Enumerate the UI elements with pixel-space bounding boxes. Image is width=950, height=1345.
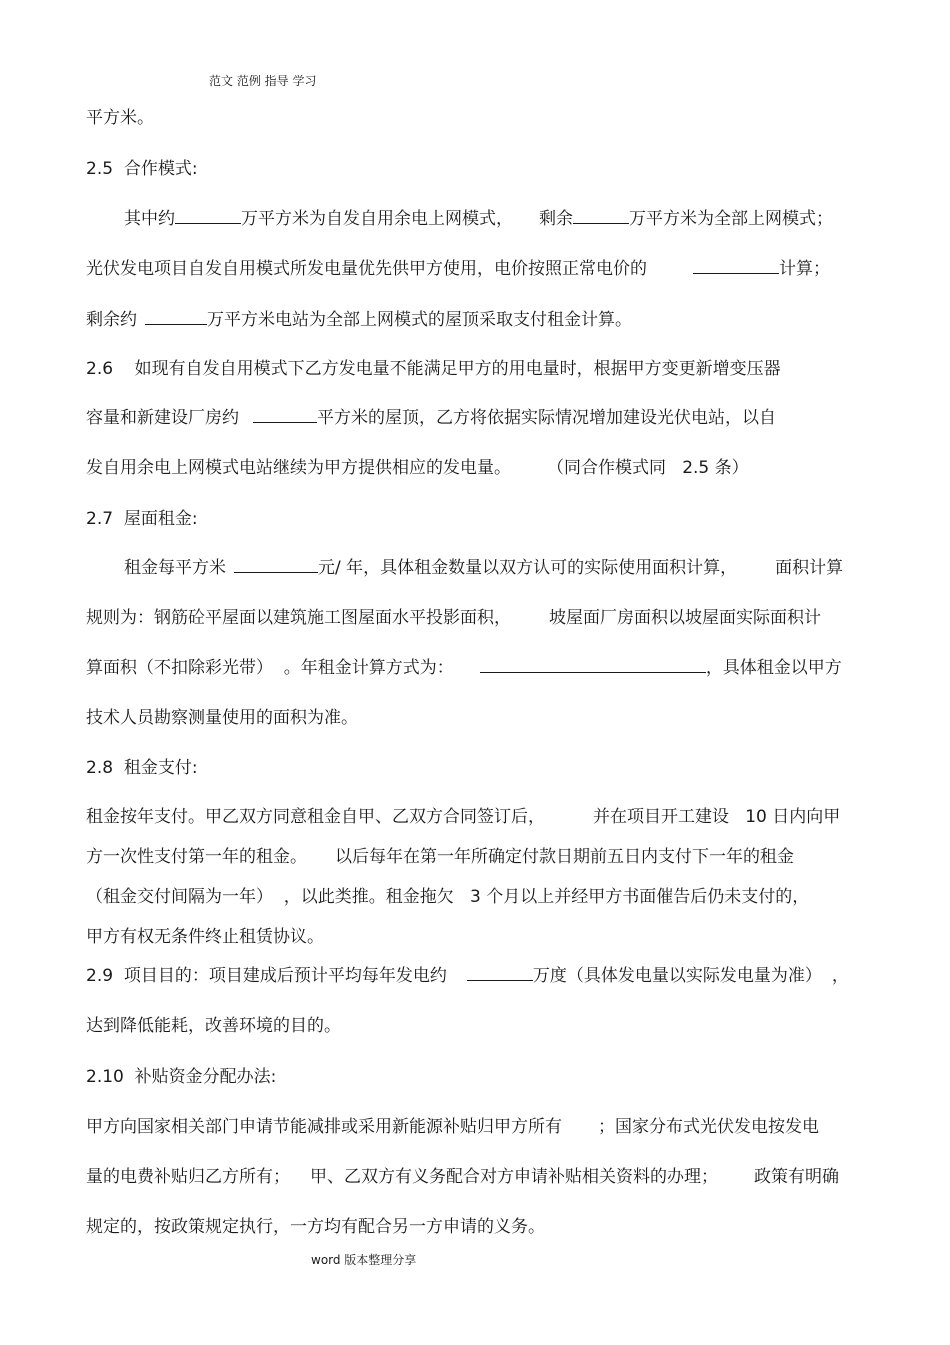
text-run: 万平方米为全部上网模式； <box>629 209 833 229</box>
text-line <box>86 1116 819 1138</box>
text-run: ， <box>831 966 849 986</box>
text-run: 万度（具体发电量以实际发电量为准） <box>532 966 822 986</box>
section-heading-2-10: 2.10 补贴资金分配办法: <box>86 1067 277 1087</box>
section-2-6-line: 2.6 如现有自发自用模式下乙方发电量不能满足甲方的用电量时，根据甲方变更新增变压器 <box>86 359 781 379</box>
text-run: 租金每平方米 <box>124 558 226 578</box>
text-line <box>86 258 830 280</box>
page-footer: word 版本整理分享 <box>311 1253 417 1267</box>
fill-in-blank <box>467 980 533 981</box>
text-run: 万平方米为自发自用余电上网模式， <box>241 209 513 229</box>
text-line: 规定的，按政策规定执行，一方均有配合另一方申请的义务。 <box>86 1217 545 1237</box>
text-line: 平方米。 <box>86 108 154 128</box>
text-line: （租金交付间隔为一年） ，以此类推。租金拖欠 3 个月以上并经甲方书面催告后仍未支付的， <box>86 887 810 907</box>
text-line: 达到降低能耗，改善环境的目的。 <box>86 1016 341 1036</box>
text-line <box>124 557 843 579</box>
text-run: 规则为：钢筋砼平屋面以建筑施工图屋面水平投影面积， <box>86 608 511 628</box>
text-run: 面积计算 <box>775 558 844 578</box>
text-line <box>86 846 794 868</box>
text-line <box>86 457 749 479</box>
fill-in-blank <box>693 273 779 274</box>
text-run: 甲、乙双方有义务配合对方申请补贴相关资料的办理； <box>310 1167 718 1187</box>
section-heading-2-8: 2.8 租金支付: <box>86 758 198 778</box>
fill-in-blank <box>234 572 318 573</box>
text-line: 技术人员勘察测量使用的面积为准。 <box>86 708 358 728</box>
text-run: ；国家分布式光伏发电按发电 <box>598 1117 819 1137</box>
text-line <box>86 965 849 987</box>
text-line <box>86 309 632 331</box>
section-heading-2-7: 2.7 屋面租金: <box>86 509 198 529</box>
text-run: 并在项目开工建设 10 日内向甲 <box>593 807 841 827</box>
text-run: 租金按年支付。甲乙双方同意租金自甲、乙双方合同签订后， <box>86 807 545 827</box>
text-run: 光伏发电项目自发自用模式所发电量优先供甲方使用，电价按照正常电价的 <box>86 259 647 279</box>
text-line <box>86 1166 839 1188</box>
text-run: 平方米的屋顶，乙方将依据实际情况增加建设光伏电站，以自 <box>317 408 776 428</box>
text-line <box>86 657 842 679</box>
text-run: 2.9 项目目的：项目建成后预计平均每年发电约 <box>86 966 447 986</box>
fill-in-blank <box>480 672 706 673</box>
text-run: 算面积（不扣除彩光带） 。年租金计算方式为： <box>86 658 454 678</box>
text-run: 发自用余电上网模式电站继续为甲方提供相应的发电量。 <box>86 458 511 478</box>
text-run: 政策有明确 <box>754 1167 839 1187</box>
page-header: 范文 范例 指导 学习 <box>209 74 317 88</box>
text-run: 剩余约 <box>86 310 137 330</box>
fill-in-blank <box>175 223 241 224</box>
text-run: ，具体租金以甲方 <box>705 658 842 678</box>
text-run: 甲方向国家相关部门申请节能减排或采用新能源补贴归甲方所有 <box>86 1117 562 1137</box>
text-run: 元/ 年，具体租金数量以双方认可的实际使用面积计算， <box>318 558 738 578</box>
text-run: 剩余 <box>539 209 573 229</box>
text-run: 坡屋面厂房面积以坡屋面实际面积计 <box>549 608 821 628</box>
text-line <box>124 208 833 230</box>
text-run: 计算； <box>779 259 830 279</box>
fill-in-blank <box>573 223 629 224</box>
text-run: 量的电费补贴归乙方所有； <box>86 1167 290 1187</box>
text-run: 以后每年在第一年所确定付款日期前五日内支付下一年的租金 <box>335 847 794 867</box>
text-line <box>86 407 776 429</box>
text-run: （同合作模式同 2.5 条） <box>547 458 749 478</box>
fill-in-blank <box>253 422 317 423</box>
section-heading-2-5: 2.5 合作模式: <box>86 159 198 179</box>
text-run: 其中约 <box>124 209 175 229</box>
text-line <box>86 806 840 828</box>
text-run: 万平方米电站为全部上网模式的屋顶采取支付租金计算。 <box>207 310 632 330</box>
text-run: 方一次性支付第一年的租金。 <box>86 847 307 867</box>
text-line: 甲方有权无条件终止租赁协议。 <box>86 927 324 947</box>
text-run: 容量和新建设厂房约 <box>86 408 239 428</box>
fill-in-blank <box>145 324 207 325</box>
text-line <box>86 607 821 629</box>
